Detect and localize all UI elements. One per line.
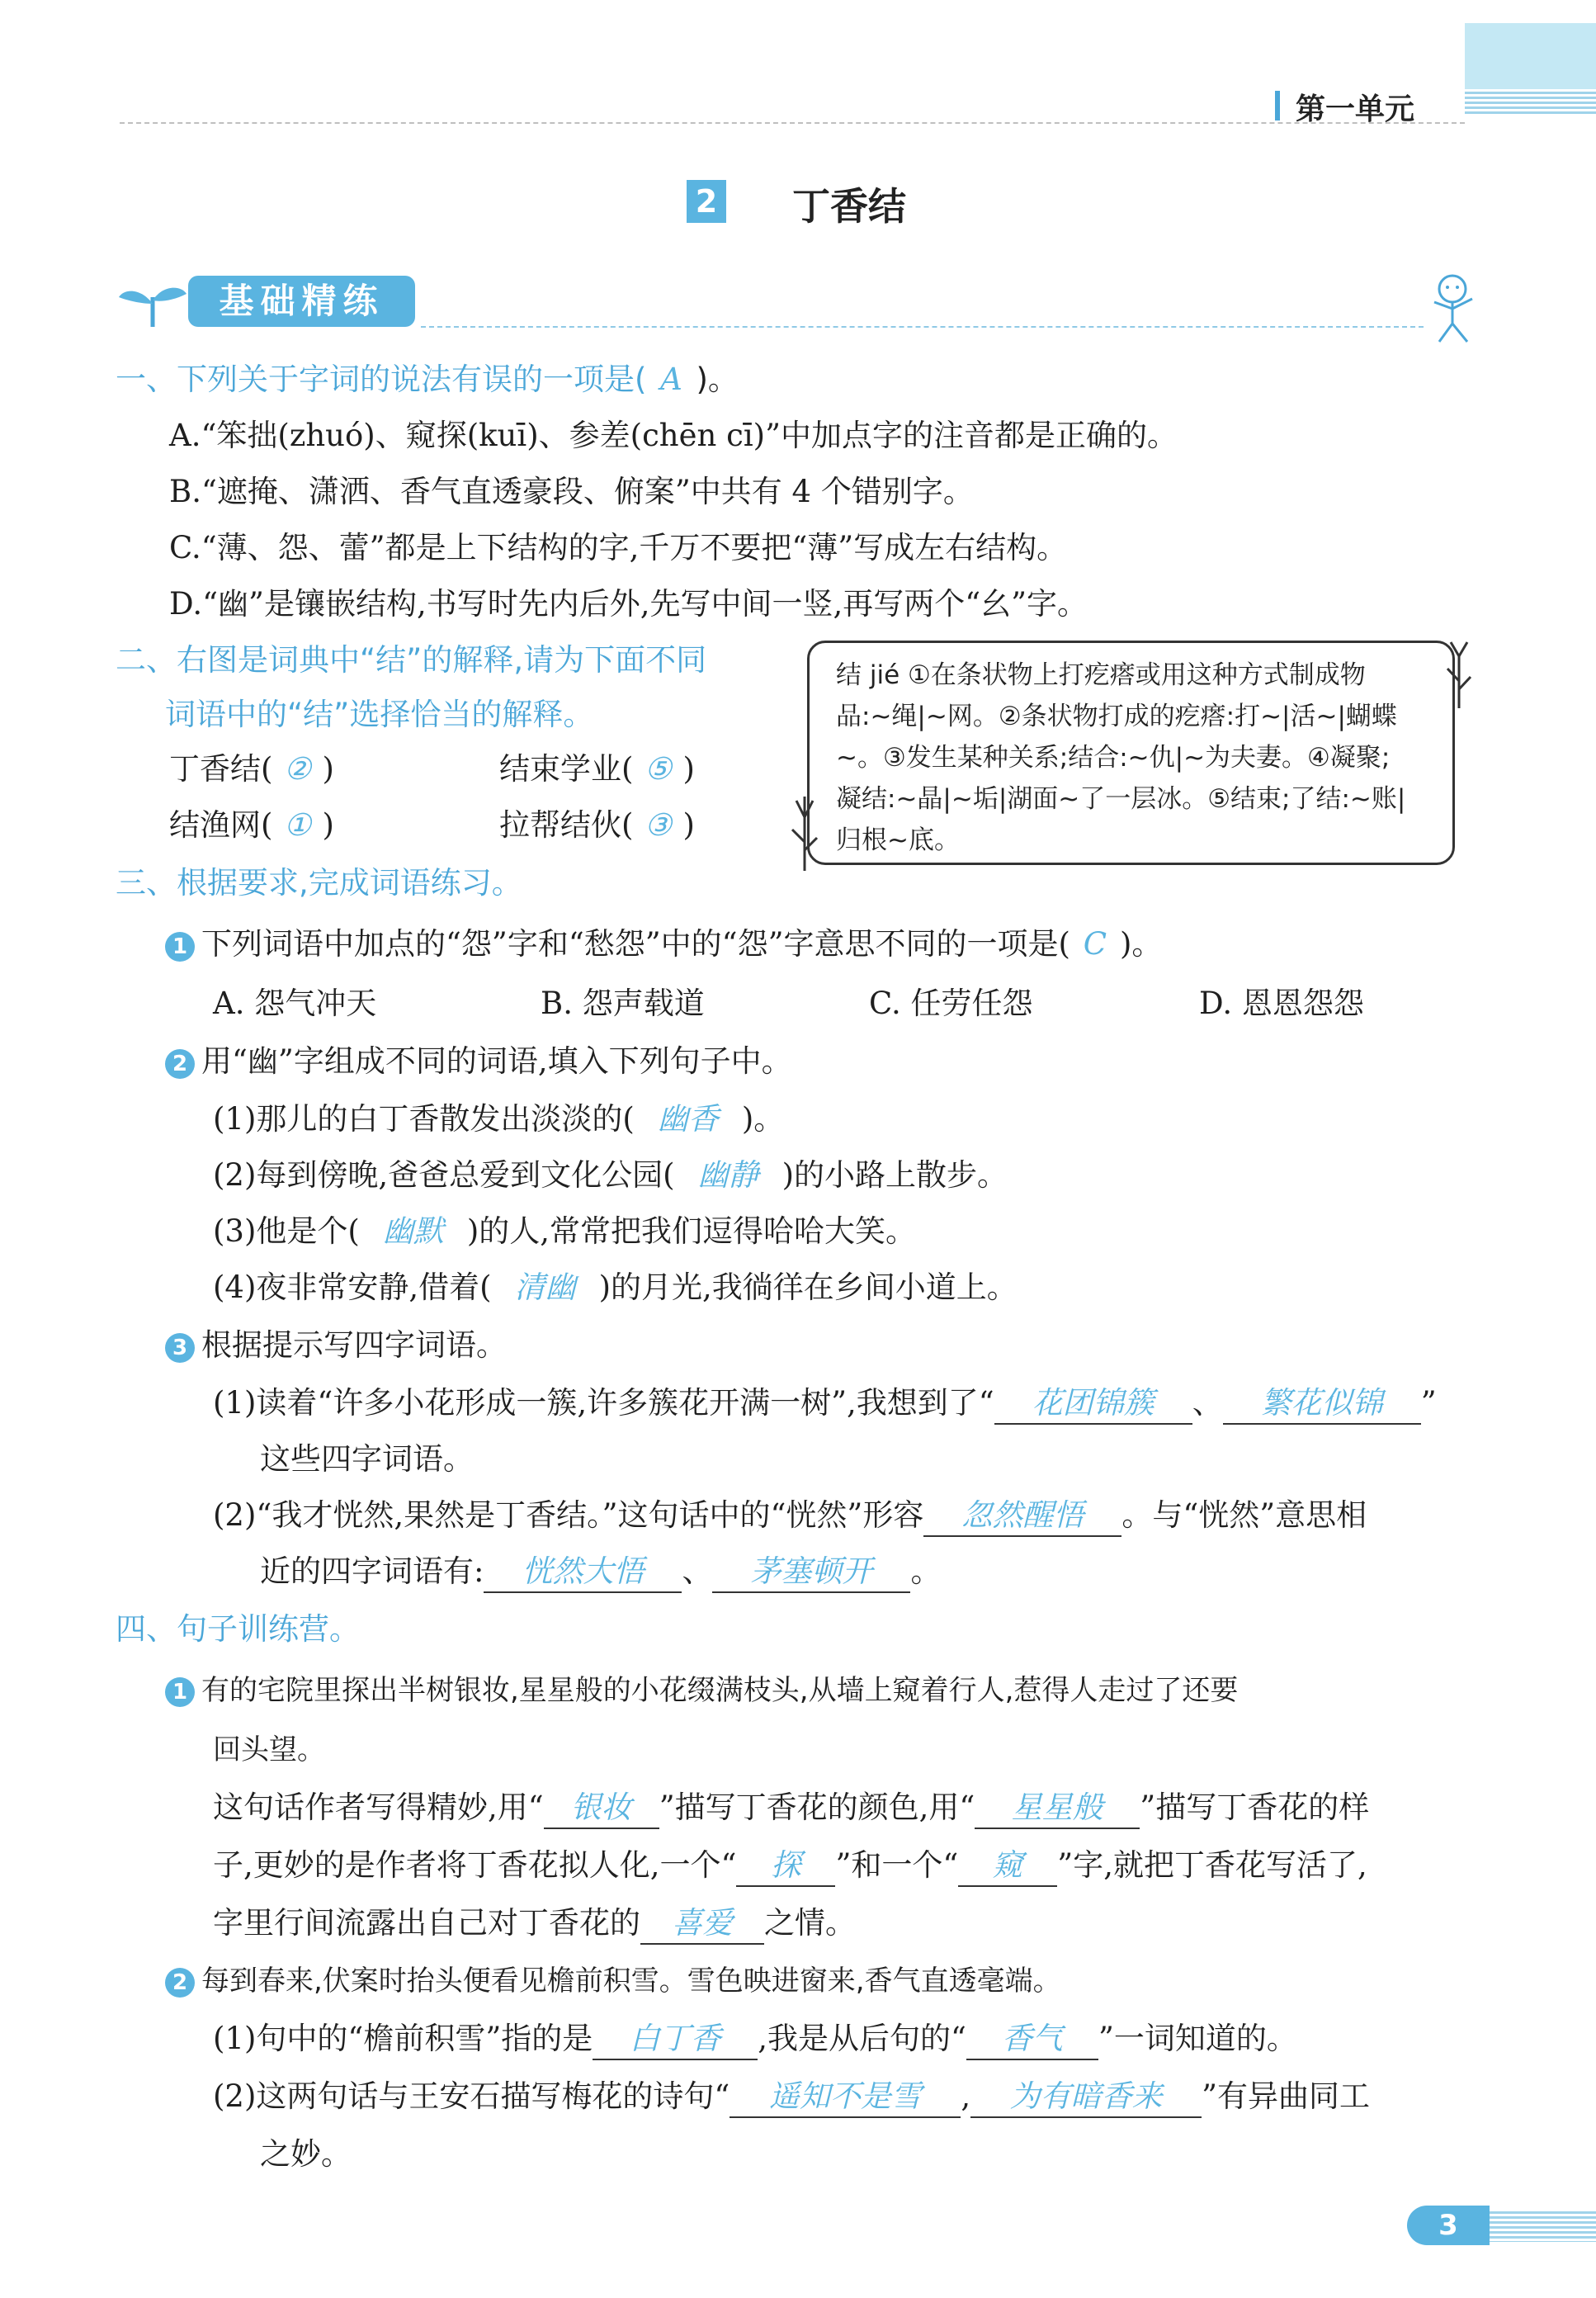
dictionary-entry-box (807, 641, 1455, 865)
header-unit-label: 第一单元 (1296, 92, 1415, 126)
q1-option-b: B.“遮掩、潇洒、香气直透豪段、俯案”中共有 4 个错别字。 (169, 474, 974, 509)
q3-sub1-number: 1 (165, 932, 195, 962)
dictionary-line-2: 品:~绳|~网。②条状物打成的疙瘩:打~|活~|蝴蝶 (836, 702, 1397, 731)
q4-sub1-line-2: 子,更妙的是作者将丁香花拟人化,一个“ 探 ”和一个“ 窥 ”字,就把丁香花写活了, (213, 1846, 1367, 1887)
q2-item-2: 结束学业( ⑤ ) (499, 751, 695, 787)
q2-stem-line1: 二、右图是词典中“结”的解释,请为下面不同 (116, 642, 707, 678)
page-number: 3 (1407, 2206, 1490, 2245)
lesson-number-badge: 2 (687, 180, 726, 223)
header-divider (120, 122, 1465, 124)
q3-title: 三、根据要求,完成词语练习。 (116, 865, 522, 901)
q3-sub2-item-4: (4)夜非常安静,借着( 清幽 )的月光,我徜徉在乡间小道上。 (213, 1270, 1018, 1305)
q2-stem-line2: 词语中的“结”选择恰当的解释。 (165, 697, 594, 732)
q1-option-a: A.“笨拙(zhuó)、窥探(kuī)、参差(chēn cī)”中加点字的注音都是正确的。 (169, 418, 1178, 453)
q3-sub3-item-2: (2)“我才恍然,果然是丁香结。”这句话中的“恍然”形容 忽然醒悟 。与“恍然”意思相 (213, 1496, 1367, 1537)
q3-sub2-item-2: (2)每到傍晚,爸爸总爱到文化公园( 幽静 )的小路上散步。 (213, 1157, 1008, 1193)
header-stripes (1465, 89, 1596, 116)
dictionary-line-3: ~。③发生某种关系;结合:~仇|~为夫妻。④凝聚; (836, 743, 1391, 773)
sprout-icon (116, 279, 190, 329)
q4-sub1-quote: 1 有的宅院里探出半树银妆,星星般的小花缀满枝头,从墙上窥着行人,惹得人走过了还要 (165, 1671, 1238, 1710)
q4-sub2-item-2-cont: 之妙。 (260, 2136, 352, 2172)
q3-sub2-item-1: (1)那儿的白丁香散发出淡淡的( 幽香 )。 (213, 1101, 785, 1137)
q1-option-d: D.“幽”是镶嵌结构,书写时先内后外,先写中间一竖,再写两个“幺”字。 (169, 586, 1088, 622)
q3-sub1-option-a: A. 怨气冲天 (213, 986, 377, 1021)
dictionary-line-4: 凝结:~晶|~垢|湖面~了一层冰。⑤结束;了结:~账| (836, 784, 1406, 814)
q3-sub3-item-2-cont: 近的四字词语有: 恍然大悟 、 茅塞顿开 。 (260, 1552, 941, 1593)
stick-figure-icon (1419, 272, 1485, 347)
q4-sub1-line-1: 这句话作者写得精妙,用“ 银妆 ”描写丁香花的颜色,用“ 星星般 ”描写丁香花的样 (213, 1788, 1369, 1829)
q4-sub2-item-1: (1)句中的“檐前积雪”指的是 白丁香 ,我是从后句的“ 香气 ”一词知道的。 (213, 2019, 1297, 2060)
q1-option-c: C.“薄、怨、蕾”都是上下结构的字,千万不要把“薄”写成左右结构。 (169, 530, 1068, 565)
q2-item-1: 丁香结( ② ) (169, 751, 334, 787)
q2-item-4: 拉帮结伙( ③ ) (499, 807, 695, 843)
q4-sub1-quote-cont: 回头望。 (213, 1733, 325, 1766)
lesson-title: 丁香结 (792, 184, 906, 229)
page-number-stripes (1477, 2209, 1596, 2242)
q3-sub3-number: 3 (165, 1333, 195, 1363)
q3-sub1-option-b: B. 怨声载道 (541, 986, 705, 1021)
header-bar-mark (1275, 91, 1280, 121)
flower-icon-left (784, 792, 825, 875)
dictionary-line-5: 归根~底。 (836, 825, 960, 855)
banner-divider (421, 326, 1424, 328)
q3-sub1-option-d: D. 恩恩怨怨 (1199, 986, 1364, 1021)
q4-sub2-item-2: (2)这两句话与王安石描写梅花的诗句“ 遥知不是雪 , 为有暗香来 ”有异曲同工 (213, 2077, 1370, 2118)
q4-sub2-quote: 2 每到春来,伏案时抬头便看见檐前积雪。雪色映进窗来,香气直透毫端。 (165, 1961, 1061, 2001)
flower-icon-right (1443, 636, 1476, 710)
dictionary-line-1: 结 jié ①在条状物上打疙瘩或用这种方式制成物 (836, 660, 1366, 690)
q3-sub2-number: 2 (165, 1049, 195, 1079)
q4-sub2-number: 2 (165, 1968, 195, 1998)
section-banner: 基础精练 (188, 276, 415, 327)
q4-sub1-line-3: 字里行间流露出自己对丁香花的 喜爱 之情。 (213, 1903, 856, 1945)
q3-sub3-item-1: (1)读着“许多小花形成一簇,许多簇花开满一树”,我想到了“ 花团锦簇 、 繁花似锦 ” (213, 1383, 1437, 1425)
q1-stem: 一、下列关于字词的说法有误的一项是( A )。 (116, 360, 739, 400)
q3-sub3-item-1-cont: 这些四字词语。 (260, 1441, 474, 1477)
q3-sub1-option-c: C. 任劳任怨 (869, 986, 1033, 1021)
q3-sub3-stem: 3 根据提示写四字词语。 (165, 1326, 507, 1365)
q4-sub1-number: 1 (165, 1677, 195, 1707)
q1-answer: A (660, 362, 682, 397)
q2-item-3: 结渔网( ① ) (169, 807, 334, 843)
q3-sub2-item-3: (3)他是个( 幽默 )的人,常常把我们逗得哈哈大笑。 (213, 1213, 917, 1249)
q3-sub2-stem: 2 用“幽”字组成不同的词语,填入下列句子中。 (165, 1042, 792, 1081)
q4-title: 四、句子训练营。 (116, 1611, 360, 1647)
q3-sub1-stem: 1 下列词语中加点的“怨”字和“愁怨”中的“怨”字意思不同的一项是( C )。 (165, 924, 1162, 964)
